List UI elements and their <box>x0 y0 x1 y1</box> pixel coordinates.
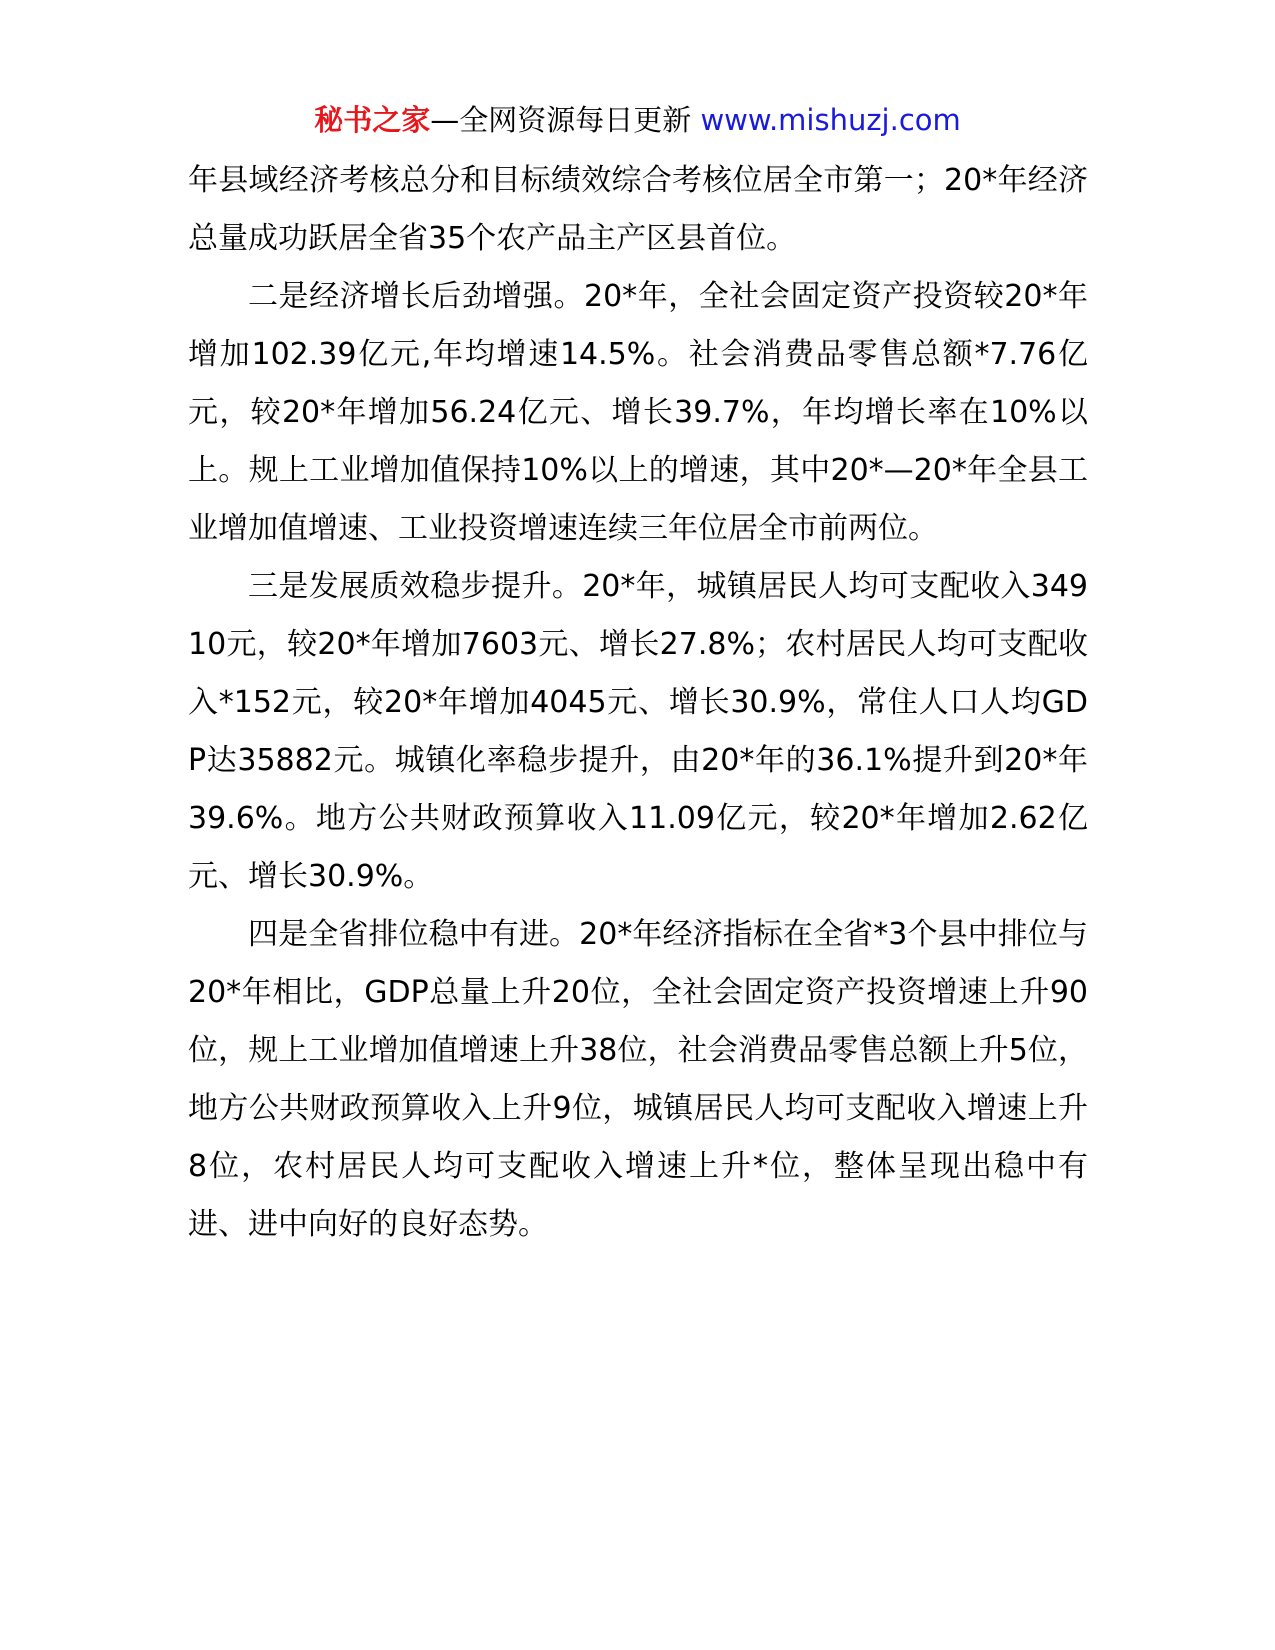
paragraph-continuation: 年县域经济考核总分和目标绩效综合考核位居全市第一；20*年经济总量成功跃居全省35个农产品主产区县首位。 <box>188 163 1088 256</box>
website-link[interactable]: www.mishuzj.com <box>700 103 961 137</box>
brand-name: 秘书之家 <box>314 103 431 137</box>
paragraph-growth-momentum: 二是经济增长后劲增强。20*年，全社会固定资产投资较20*年增加102.39亿元,年均增速14.5%。社会消费品零售总额*7.76亿元，较20*年增加56.24亿元、增长39.7%，年均增长率在10%以上。规上工业增加值保持10%以上的增速，其中20*—20*年全县工业增加值增速、工业投资增速连续三年位居全市前两位。 <box>188 279 1088 546</box>
paragraph-provincial-ranking: 四是全省排位稳中有进。20*年经济指标在全省*3个县中排位与20*年相比，GDP总量上升20位，全社会固定资产投资增速上升90位，规上工业增加值增速上升38位，社会消费品零售总额上升5位，地方公共财政预算收入上升9位，城镇居民人均可支配收入增速上升8位，农村居民人均可支配收入增速上升*位，整体呈现出稳中有进、进中向好的良好态势。 <box>188 917 1088 1242</box>
header-tagline: —全网资源每日更新 <box>430 103 692 137</box>
paragraph-development-quality: 三是发展质效稳步提升。20*年，城镇居民人均可支配收入34910元，较20*年增加7603元、增长27.8%；农村居民人均可支配收入*152元，较20*年增加4045元、增长30.9%，常住人口人均GDP达35882元。城镇化率稳步提升，由20*年的36.1%提升到20*年39.6%。地方公共财政预算收入11.09亿元，较20*年增加2.62亿元、增长30.9%。 <box>188 569 1088 894</box>
page-header <box>0 100 1275 140</box>
document-body <box>188 152 1088 1254</box>
